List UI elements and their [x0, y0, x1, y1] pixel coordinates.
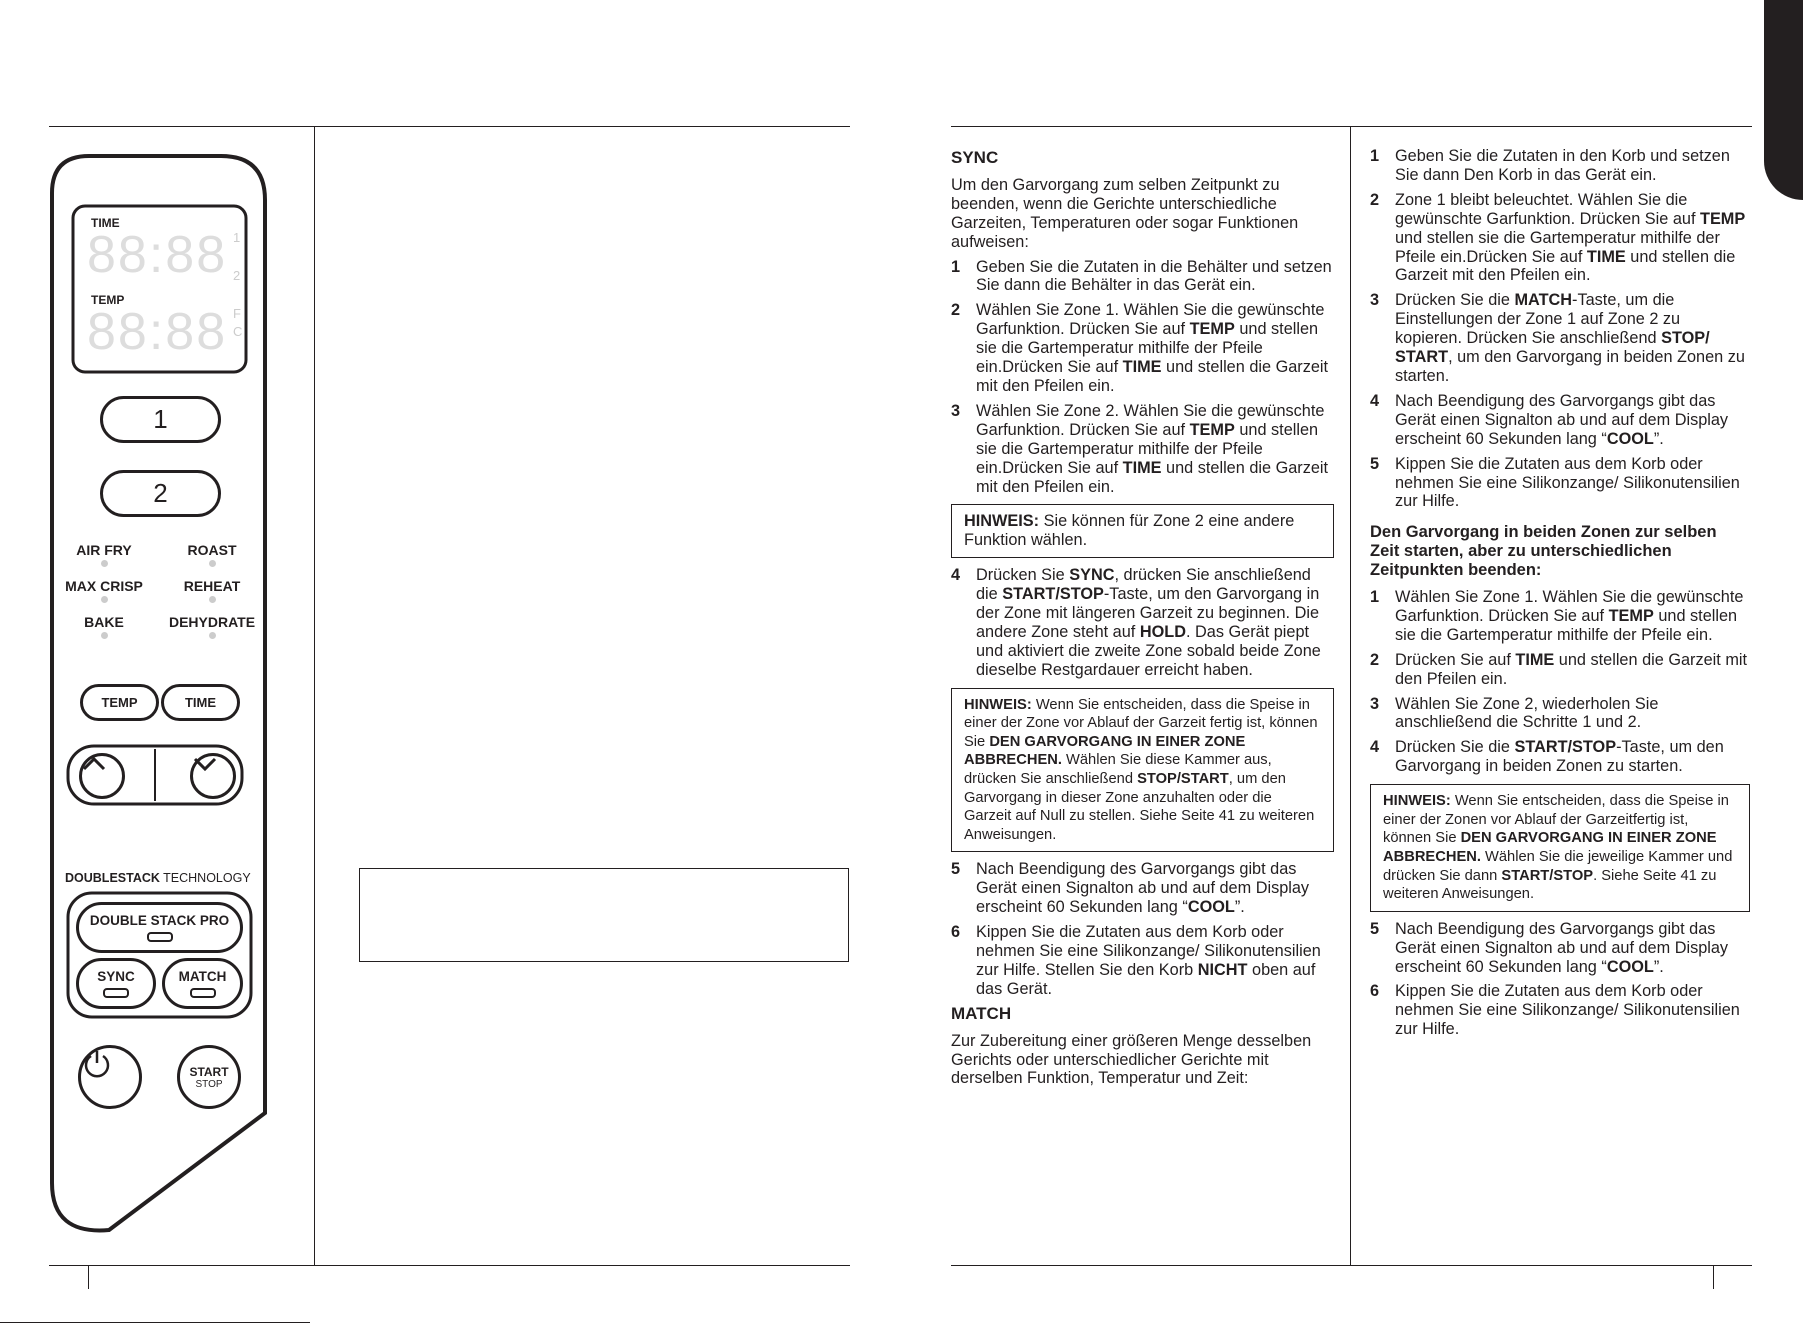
- sync-led: [103, 988, 129, 998]
- start-stop-button[interactable]: [177, 1045, 241, 1109]
- match-intro: Zur Zubereitung einer größeren Menge desselben Gerichts oder unterschiedlicher Gerichte mit derselben Funktion, Temperatur und Zeit:: [951, 1031, 1312, 1088]
- function-bake[interactable]: BAKE: [84, 614, 124, 630]
- arrow-down-button[interactable]: [190, 753, 236, 799]
- chevron-up-icon: [82, 756, 106, 772]
- match-step-5: 5 Kippen Sie die Zutaten aus dem Korb oder nehmen Sie eine Silikonzange/ Silikonutensilien zur Hilfe.: [1370, 454, 1740, 511]
- sync-label: SYNC: [97, 969, 135, 984]
- match-step-3: 3 Drücken Sie die MATCH-Taste, um die Einstellungen der Zone 1 auf Zone 2 zu kopieren. Drücken Sie anschließend STOP/ START, um den Garvorgang in beiden Zonen zu starten.: [1370, 291, 1745, 385]
- footer-tick-left: [88, 1265, 89, 1289]
- bottom-rule-left: [49, 1265, 850, 1266]
- lcd-unit-f: F: [233, 306, 241, 321]
- function-dehydrate-dot: [209, 632, 216, 639]
- function-reheat-dot: [209, 596, 216, 603]
- column-divider: [1350, 126, 1351, 1265]
- double-stack-pro-led: [147, 932, 173, 942]
- zone-2-button[interactable]: 2: [100, 470, 221, 517]
- lcd-unit-c: C: [233, 324, 243, 339]
- lcd-time-label: TIME: [91, 216, 120, 230]
- time-button[interactable]: TIME: [161, 684, 240, 721]
- function-roast-dot: [209, 560, 216, 567]
- function-dehydrate[interactable]: DEHYDRATE: [168, 614, 256, 630]
- start-label: START: [189, 1064, 229, 1079]
- match-step-2: 2 Zone 1 bleibt beleuchtet. Wählen Sie die gewünschte Garfunktion. Drücken Sie auf TEMP und stellen sie die Gartemperatur mithilfe der Pfeile ein.Drücken Sie auf TIME und stellen die Garzeit mit den Pfeilen ein.: [1370, 190, 1746, 285]
- zone-1-button[interactable]: 1: [100, 396, 221, 443]
- match-step-4: 4 Nach Beendigung des Garvorgangs gibt das Gerät einen Signalton ab und auf dem Display erscheint 60 Sekunden lang “COOL”.: [1370, 391, 1729, 448]
- function-reheat[interactable]: REHEAT: [183, 578, 241, 594]
- match-column: [1370, 147, 1750, 1045]
- double-stack-pro-label: DOUBLE STACK PRO: [89, 913, 230, 928]
- lcd-zone1-indicator: 1: [233, 230, 241, 245]
- footer-line-bottom: [0, 1322, 310, 1323]
- sync-intro: Um den Garvorgang zum selben Zeitpunkt zu beenden, wenn die Gerichte unterschiedliche Garzeiten, Temperaturen oder sogar Funktionen aufweisen:: [951, 175, 1299, 251]
- footer-tick-right: [1713, 1265, 1714, 1289]
- diff-step-2: 2 Drücken Sie auf TIME und stellen die Garzeit mit den Pfeilen ein.: [1370, 650, 1748, 688]
- diff-step-6: 6 Kippen Sie die Zutaten aus dem Korb oder nehmen Sie eine Silikonzange/ Silikonutensilien zur Hilfe.: [1370, 982, 1740, 1039]
- sync-step-4: 4 Drücken Sie SYNC, drücken Sie anschließend die START/STOP-Taste, um den Garvorgang in der Zone mit längeren Garzeit zu beginnen. Die andere Zone steht auf HOLD. Das Gerät piept und aktiviert die zweite Zone sobald beide Zone dieselbe Restgardauer erreicht haben.: [951, 566, 1321, 679]
- function-air-fry-dot: [101, 560, 108, 567]
- function-air-fry[interactable]: AIR FRY: [76, 542, 132, 558]
- function-max-crisp-dot: [101, 596, 108, 603]
- lcd-zone2-indicator: 2: [233, 268, 241, 283]
- panel-divider: [314, 126, 315, 1265]
- match-label: MATCH: [178, 969, 227, 984]
- diff-step-3: 3 Wählen Sie Zone 2, wiederholen Sie anschließend die Schritte 1 und 2.: [1370, 694, 1659, 732]
- diff-step-4: 4 Drücken Sie die START/STOP-Taste, um den Garvorgang in beiden Zonen zu starten.: [1370, 738, 1724, 776]
- match-heading: MATCH: [951, 1003, 1012, 1023]
- top-rule-left: [49, 126, 850, 127]
- function-roast[interactable]: ROAST: [187, 542, 237, 558]
- sync-button[interactable]: [76, 958, 156, 1009]
- power-button[interactable]: [78, 1045, 142, 1109]
- lcd-temp-digits: 88:88: [87, 303, 228, 361]
- power-icon: [81, 1048, 113, 1080]
- diff-step-1: 1 Wählen Sie Zone 1. Wählen Sie die gewünschte Garfunktion. Drücken Sie auf TEMP und stellen sie die Gartemperatur mithilfe der Pfeile ein.: [1370, 588, 1744, 644]
- lcd-time-digits: 88:88: [87, 226, 228, 284]
- sync-step-3: 3 Wählen Sie Zone 2. Wählen Sie die gewünschte Garfunktion. Drücken Sie auf TEMP und stellen sie die Gartemperatur mithilfe der Pfeile ein.Drücken Sie auf TIME und stellen die Garzeit mit den Pfeilen ein.: [951, 401, 1329, 496]
- diff-step-5: 5 Nach Beendigung des Garvorgangs gibt das Gerät einen Signalton ab und auf dem Display erscheint 60 Sekunden lang “COOL”.: [1370, 919, 1729, 976]
- match-button[interactable]: [162, 958, 243, 1009]
- sync-note-1: HINWEIS: Sie können für Zone 2 eine andere Funktion wählen.: [951, 504, 1334, 558]
- diff-note: HINWEIS: Wenn Sie entscheiden, dass die Speise in einer der Zonen vor Ablauf der Garzeitfertig ist, können Sie DEN GARVORGANG IN EINER ZONE ABBRECHEN. Wählen Sie die jeweilige Kammer und drücken Sie dann START/STOP. Siehe Seite 41 zu weiteren Anweisungen.: [1370, 784, 1750, 912]
- sync-column: [951, 149, 1334, 1094]
- stop-label: STOP: [195, 1078, 223, 1090]
- control-panel-illustration: [49, 153, 269, 1235]
- sync-step-1: 1 Geben Sie die Zutaten in die Behälter und setzen Sie dann die Behälter in das Gerät ein.: [951, 257, 1332, 295]
- sync-step-5: 5 Nach Beendigung des Garvorgangs gibt das Gerät einen Signalton ab und auf dem Display erscheint 60 Sekunden lang “COOL”.: [951, 860, 1310, 917]
- match-led: [190, 988, 216, 998]
- sync-heading: SYNC: [951, 148, 999, 167]
- function-max-crisp[interactable]: MAX CRISP: [65, 578, 143, 594]
- bottom-rule-right: [951, 1265, 1752, 1266]
- arrow-up-button[interactable]: [79, 753, 125, 799]
- temp-button[interactable]: TEMP: [80, 684, 159, 721]
- top-rule-right: [951, 126, 1752, 127]
- sync-step-2: 2 Wählen Sie Zone 1. Wählen Sie die gewünschte Garfunktion. Drücken Sie auf TEMP und stellen sie die Gartemperatur mithilfe der Pfeile ein.Drücken Sie auf TIME und stellen die Garzeit mit den Pfeilen ein.: [951, 301, 1329, 395]
- sync-note-2: HINWEIS: Wenn Sie entscheiden, dass die Speise in einer der Zone vor Ablauf der Garzeit fertig ist, können Sie DEN GARVORGANG IN EINER ZONE ABBRECHEN. Wählen Sie diese Kammer aus, drücken Sie anschließend STOP/START, um den Garvorgang in dieser Zone anzuhalten oder die Garzeit auf Null zu stellen. Siehe Seite 41 zu weiteren Anweisungen.: [951, 688, 1334, 853]
- function-bake-dot: [101, 632, 108, 639]
- different-times-heading: Den Garvorgang in beiden Zonen zur selben Zeit starten, aber zu unterschiedlichen Zeitpunkten beenden:: [1370, 523, 1717, 580]
- sync-step-6: 6 Kippen Sie die Zutaten aus dem Korb oder nehmen Sie eine Silikonzange/ Silikonutensilien zur Hilfe. Stellen Sie den Korb NICHT oben auf das Gerät.: [951, 923, 1321, 998]
- match-step-1: 1 Geben Sie die Zutaten in den Korb und setzen Sie dann Den Korb in das Gerät ein.: [1370, 147, 1730, 184]
- doublestack-technology-label: DOUBLESTACK TECHNOLOGY: [65, 871, 251, 885]
- lcd-temp-label: TEMP: [91, 293, 125, 307]
- empty-frame: [359, 868, 849, 962]
- chevron-down-icon: [193, 756, 217, 772]
- language-tab: [1764, 0, 1803, 200]
- double-stack-pro-button[interactable]: [76, 902, 243, 953]
